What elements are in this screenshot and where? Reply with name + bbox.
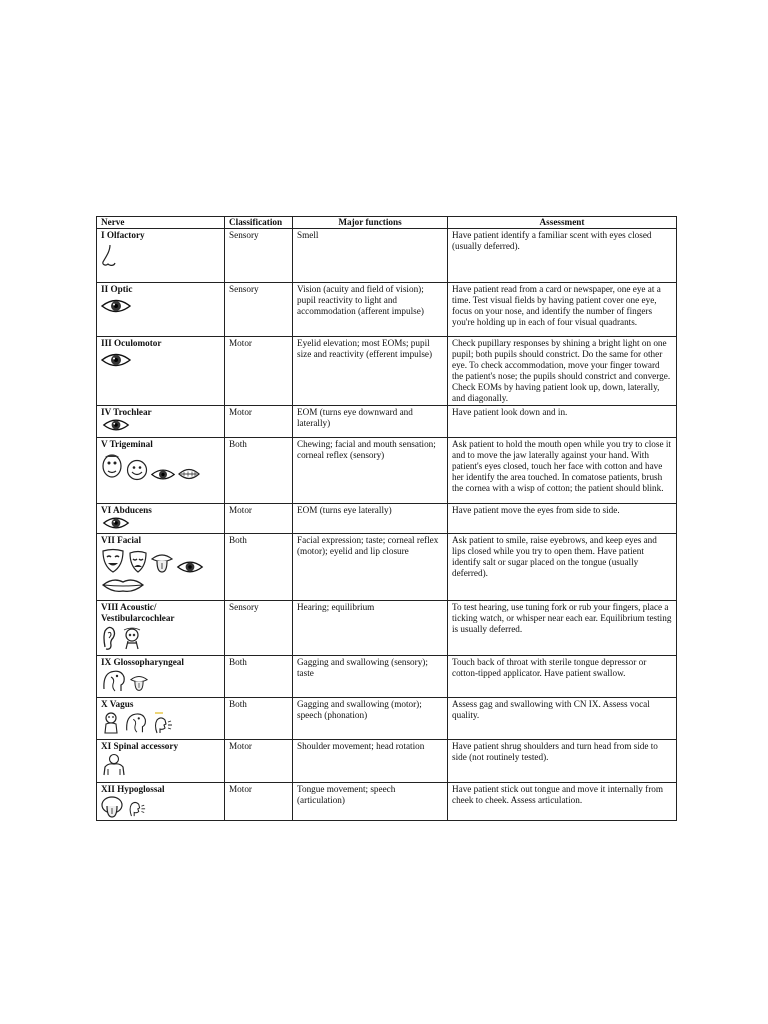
figure-icon (101, 711, 121, 735)
nerve-cell (97, 740, 225, 783)
functions-cell: Shoulder movement; head rotation (293, 740, 448, 783)
nerve-cell (97, 337, 225, 406)
nerve-cell (97, 534, 225, 601)
face-icon (101, 453, 123, 481)
nose-icon (101, 244, 119, 268)
theater-mask-icon (128, 550, 148, 574)
assessment-cell: Assess gag and swallowing with CN IX. Assess vocal quality. (448, 698, 677, 740)
assessment-cell: To test hearing, use tuning fork or rub your fingers, place a ticking watch, or whisper near each ear. Equilibrium testing is usually deferred. (448, 601, 677, 656)
nerve-name: X Vagus (101, 699, 134, 710)
table-row (97, 438, 677, 504)
nerve-cell (97, 783, 225, 821)
functions-cell: Hearing; equilibrium (293, 601, 448, 656)
classification-cell: Both (225, 438, 293, 504)
classification-cell: Both (225, 698, 293, 740)
nerve-name: VIII Acoustic/ Vestibularcochlear (101, 602, 175, 624)
classification-cell: Sensory (225, 283, 293, 337)
cranial-nerves-table (96, 216, 677, 821)
table-row (97, 406, 677, 438)
functions-cell: Eyelid elevation; most EOMs; pupil size and reactivity (efferent impulse) (293, 337, 448, 406)
table-row (97, 283, 677, 337)
assessment-cell: Touch back of throat with sterile tongue depressor or cotton-tipped applicator. Have patient swallow. (448, 656, 677, 698)
classification-cell: Motor (225, 740, 293, 783)
speaking-head-icon (151, 711, 173, 735)
nerve-cell (97, 656, 225, 698)
assessment-cell: Have patient look down and in. (448, 406, 677, 438)
functions-cell: EOM (turns eye downward and laterally) (293, 406, 448, 438)
throat-icon (124, 711, 148, 735)
eye-icon (101, 516, 131, 530)
classification-cell: Motor (225, 783, 293, 821)
functions-cell: Tongue movement; speech (articulation) (293, 783, 448, 821)
table-row (97, 337, 677, 406)
classification-cell: Sensory (225, 229, 293, 283)
shoulders-icon (101, 753, 127, 777)
eye-icon (101, 352, 131, 368)
functions-cell: Gagging and swallowing (motor); speech (phonation) (293, 698, 448, 740)
assessment-cell: Check pupillary responses by shining a bright light on one pupil; both pupils should constrict. Do the same for other eye. To check accommodation, move your finger toward the patient's nose; the pupils should constrict and converge. Check EOMs by having patient look up, down, laterally, and diagonally. (448, 337, 677, 406)
nerve-cell (97, 438, 225, 504)
table-row (97, 656, 677, 698)
nerve-name: IV Trochlear (101, 407, 152, 418)
table-row (97, 229, 677, 283)
tongue-icon (130, 673, 148, 693)
table-row (97, 504, 677, 534)
assessment-cell: Have patient read from a card or newspaper, one eye at a time. Test visual fields by having patient cover one eye, focus on your nose, and identify the number of fingers you're holding up in each of four visual quadrants. (448, 283, 677, 337)
assessment-cell: Have patient identify a familiar scent with eyes closed (usually deferred). (448, 229, 677, 283)
nerve-name: IX Glossopharyngeal (101, 657, 184, 668)
ear-icon (101, 625, 117, 651)
nerve-name: V Trigeminal (101, 439, 153, 450)
table-row (97, 601, 677, 656)
functions-cell: Facial expression; taste; corneal reflex (motor); eyelid and lip closure (293, 534, 448, 601)
classification-cell: Both (225, 656, 293, 698)
tongue-icon (151, 552, 173, 574)
table-header-row (97, 217, 677, 229)
functions-cell: Gagging and swallowing (sensory); taste (293, 656, 448, 698)
nerve-name: I Olfactory (101, 230, 145, 241)
header-major-functions: Major functions (293, 217, 448, 229)
eye-icon (101, 298, 131, 314)
smiley-icon (126, 459, 148, 481)
functions-cell: EOM (turns eye laterally) (293, 504, 448, 534)
nerve-cell (97, 283, 225, 337)
functions-cell: Vision (acuity and field of vision); pupil reactivity to light and accommodation (afferent impulse) (293, 283, 448, 337)
functions-cell: Smell (293, 229, 448, 283)
nerve-name: VII Facial (101, 535, 142, 546)
tongue-icon (101, 796, 123, 818)
classification-cell: Motor (225, 337, 293, 406)
lips-icon (101, 577, 145, 593)
speaking-head-icon (126, 796, 146, 818)
assessment-cell: Ask patient to smile, raise eyebrows, and keep eyes and lips closed while you try to open them. Have patient identify salt or sugar placed on the tongue (usually deferred). (448, 534, 677, 601)
assessment-cell: Have patient stick out tongue and move it internally from cheek to cheek. Assess articulation. (448, 783, 677, 821)
classification-cell: Motor (225, 406, 293, 438)
header-nerve: Nerve (97, 217, 225, 229)
throat-icon (101, 669, 127, 693)
eye-icon (101, 418, 131, 432)
dizzy-figure-icon (120, 627, 144, 651)
nerve-cell (97, 406, 225, 438)
nerve-name: XI Spinal accessory (101, 741, 179, 752)
nerve-name: VI Abducens (101, 505, 152, 516)
classification-cell: Motor (225, 504, 293, 534)
table-row (97, 783, 677, 821)
table-row (97, 740, 677, 783)
header-assessment: Assessment (448, 217, 677, 229)
classification-cell: Sensory (225, 601, 293, 656)
nerve-cell (97, 229, 225, 283)
eye-icon (176, 560, 204, 574)
eye-icon (151, 468, 175, 481)
nerve-cell (97, 698, 225, 740)
mouth-icon (178, 467, 200, 481)
functions-cell: Chewing; facial and mouth sensation; corneal reflex (sensory) (293, 438, 448, 504)
classification-cell: Both (225, 534, 293, 601)
assessment-cell: Ask patient to hold the mouth open while you try to close it and to move the jaw laterally against your hand. With patient's eyes closed, touch her face with cotton and have her identify the area touched. In comatose patients, brush the cornea with a wisp of cotton; the patient should blink. (448, 438, 677, 504)
nerve-name: III Oculomotor (101, 338, 162, 349)
nerve-name: II Optic (101, 284, 133, 295)
header-classification: Classification (225, 217, 293, 229)
assessment-cell: Have patient move the eyes from side to side. (448, 504, 677, 534)
nerve-cell (97, 601, 225, 656)
nerve-cell (97, 504, 225, 534)
table-row (97, 698, 677, 740)
table-row (97, 534, 677, 601)
nerve-name: XII Hypoglossal (101, 784, 165, 795)
assessment-cell: Have patient shrug shoulders and turn head from side to side (not routinely tested). (448, 740, 677, 783)
theater-mask-icon (101, 548, 125, 574)
